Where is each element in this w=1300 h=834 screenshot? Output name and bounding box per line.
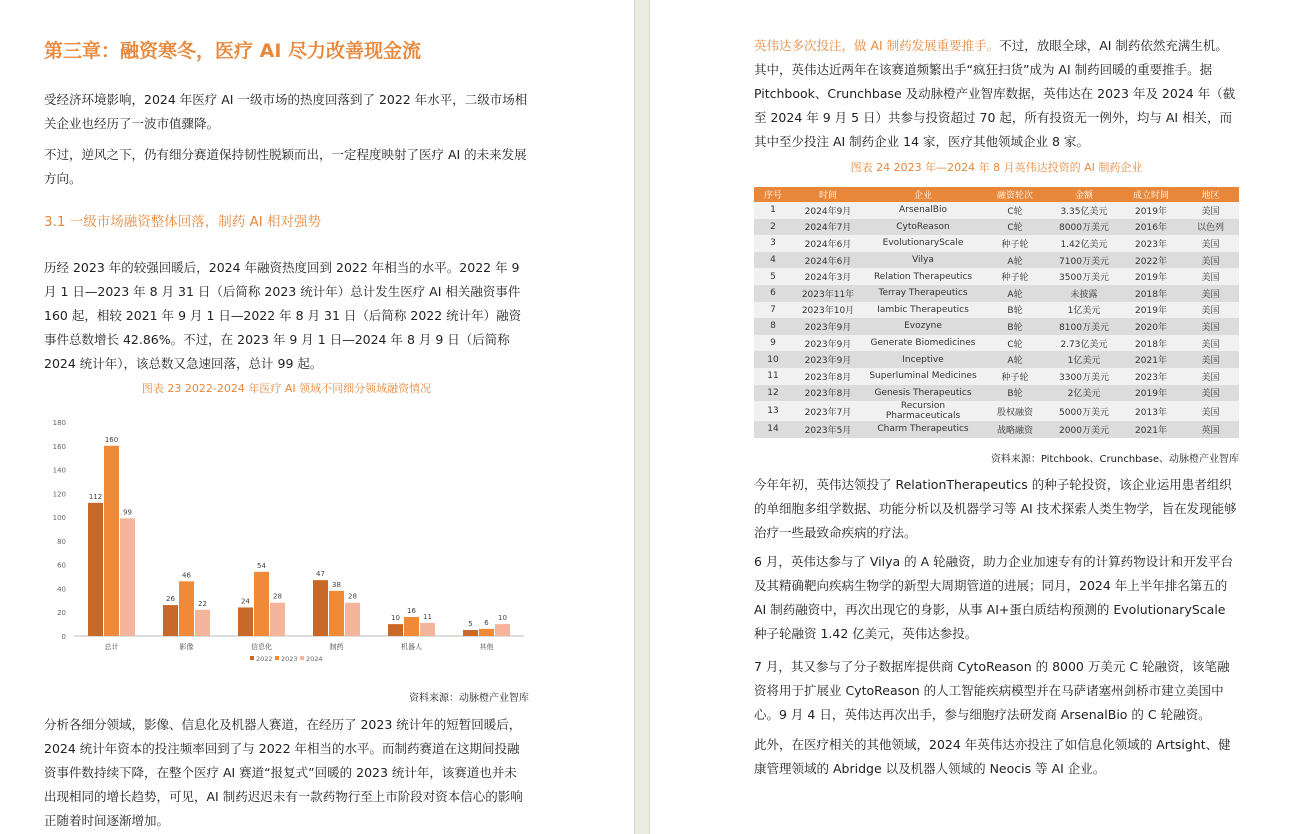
table-row bbox=[754, 351, 1239, 368]
table-body bbox=[754, 202, 1239, 438]
table-cell: 2023年9月 bbox=[792, 318, 864, 335]
table-cell: 美国 bbox=[1182, 235, 1239, 252]
section-title: 3.1 一级市场融资整体回落，制药 AI 相对强势 bbox=[44, 214, 322, 230]
paragraph-1: 受经济环境影响，2024 年医疗 AI 一级市场的热度回落到了 2022 年水平，二级市场相关企业也经历了一波市值骤降。 bbox=[44, 92, 528, 131]
table-cell: 2023年 bbox=[1120, 235, 1182, 252]
table-cell: 2023年8月 bbox=[792, 368, 864, 385]
table-cell: 5000万美元 bbox=[1048, 401, 1120, 421]
bar-2024 bbox=[345, 603, 360, 636]
table-cell: 7100万美元 bbox=[1048, 252, 1120, 269]
table-cell: 2016年 bbox=[1120, 219, 1182, 236]
table-cell: 3300万美元 bbox=[1048, 368, 1120, 385]
bar-2022 bbox=[238, 607, 253, 636]
table-cell: 4 bbox=[754, 252, 792, 269]
table-row bbox=[754, 385, 1239, 402]
table-cell: Vilya bbox=[864, 252, 982, 269]
table-cell: 2021年 bbox=[1120, 421, 1182, 438]
data-label: 54 bbox=[257, 561, 266, 570]
table-cell: 美国 bbox=[1182, 302, 1239, 319]
table-cell: 3 bbox=[754, 235, 792, 252]
y-tick-label: 20 bbox=[57, 609, 66, 618]
table-cell: 2013年 bbox=[1120, 401, 1182, 421]
table-cell: 2024年7月 bbox=[792, 219, 864, 236]
table-cell: 2023年7月 bbox=[792, 401, 864, 421]
table-row bbox=[754, 421, 1239, 438]
table-cell: A轮 bbox=[982, 351, 1048, 368]
legend-label: 2022 bbox=[256, 655, 273, 663]
table-cell: 2023年 bbox=[1120, 368, 1182, 385]
bar-2022 bbox=[313, 580, 328, 636]
table-cell: C轮 bbox=[982, 335, 1048, 352]
table-header-cell: 企业 bbox=[864, 187, 982, 202]
paragraph-4: 分析各细分领域，影像、信息化及机器人赛道，在经历了 2023 统计年的短暂回暖后，2024 统计年资本的投注频率回到了与 2022 年相当的水平。而制药赛道在这期间投融资事件数持续下降，在整个医疗 AI 赛道“报复式”回暖的 2023 统计年，该赛道也并未出现相同的增长趋势，可见，AI 制药迟迟未有一款药物行至上市阶段对资本信心的影响正随着时间逐渐增加。 bbox=[44, 717, 523, 828]
table-row bbox=[754, 401, 1239, 421]
table-cell: 10 bbox=[754, 351, 792, 368]
bar-2023 bbox=[179, 581, 194, 636]
table-cell: 8 bbox=[754, 318, 792, 335]
table-cell: 2018年 bbox=[1120, 285, 1182, 302]
data-label: 22 bbox=[198, 599, 207, 608]
table-header-cell: 金额 bbox=[1048, 187, 1120, 202]
table-cell: C轮 bbox=[982, 219, 1048, 236]
table-cell: 战略融资 bbox=[982, 421, 1048, 438]
table-cell: Relation Therapeutics bbox=[864, 268, 982, 285]
bar-chart bbox=[44, 410, 534, 670]
table-cell: B轮 bbox=[982, 302, 1048, 319]
table-cell: 美国 bbox=[1182, 385, 1239, 402]
bar-2022 bbox=[388, 624, 403, 636]
data-label: 26 bbox=[166, 595, 175, 604]
data-label: 47 bbox=[316, 570, 325, 579]
legend-swatch-2024 bbox=[300, 656, 304, 660]
table-cell: 13 bbox=[754, 401, 792, 421]
y-tick-label: 120 bbox=[52, 490, 66, 499]
table-cell: 种子轮 bbox=[982, 235, 1048, 252]
table-row bbox=[754, 202, 1239, 219]
table-cell: 2024年6月 bbox=[792, 235, 864, 252]
y-tick-label: 80 bbox=[57, 537, 66, 546]
table-cell: 1亿美元 bbox=[1048, 351, 1120, 368]
table-cell: A轮 bbox=[982, 252, 1048, 269]
bar-2022 bbox=[163, 605, 178, 636]
bar-2023 bbox=[254, 572, 269, 636]
table-cell: Evozyne bbox=[864, 318, 982, 335]
table-cell: B轮 bbox=[982, 318, 1048, 335]
table-cell: 2023年5月 bbox=[792, 421, 864, 438]
table-cell: Charm Therapeutics bbox=[864, 421, 982, 438]
table-cell: 2023年8月 bbox=[792, 385, 864, 402]
table-cell: 7 bbox=[754, 302, 792, 319]
data-label: 10 bbox=[391, 614, 400, 623]
bar-2024 bbox=[120, 518, 135, 636]
table-header-cell: 时间 bbox=[792, 187, 864, 202]
table-cell: 2023年9月 bbox=[792, 351, 864, 368]
table-cell: 2023年11年 bbox=[792, 285, 864, 302]
investment-table bbox=[754, 187, 1239, 438]
table-cell: ArsenalBio bbox=[864, 202, 982, 219]
data-label: 28 bbox=[273, 592, 282, 601]
data-label: 38 bbox=[332, 580, 341, 589]
table-cell: A轮 bbox=[982, 285, 1048, 302]
paragraph-3: 历经 2023 年的较强回暖后，2024 年融资热度回到 2022 年相当的水平。2022 年 9 月 1 日—2023 年 8 月 31 日（后简称 2023 统计年）总计发生医疗 AI 相关融资事件 160 起，相较 2021 年 9 月 1 日—2022 年 8 月 31 日（后简称 2022 统计年）融资事件总数增长 42.86%。不过，在 2023 年 9 月 1 日—2024 年 8 月 9 日（后简称 2024 统计年），该总数又急速回落，总计 99 起。 bbox=[44, 260, 522, 371]
table-cell: 9 bbox=[754, 335, 792, 352]
table-cell: 2亿美元 bbox=[1048, 385, 1120, 402]
table-cell: 2024年6月 bbox=[792, 252, 864, 269]
right-paragraph-5: 此外，在医疗相关的其他领域，2024 年英伟达亦投注了如信息化领域的 Artsight、健康管理领域的 Abridge 以及机器人领域的 Neocis 等 AI 企业。 bbox=[754, 737, 1231, 776]
table-cell: 2019年 bbox=[1120, 202, 1182, 219]
table-cell: 2000万美元 bbox=[1048, 421, 1120, 438]
data-label: 46 bbox=[182, 571, 191, 580]
y-tick-label: 60 bbox=[57, 561, 66, 570]
table-row bbox=[754, 335, 1239, 352]
chapter-title: 第三章：融资寒冬，医疗 AI 尽力改善现金流 bbox=[44, 40, 422, 62]
data-label: 11 bbox=[423, 612, 432, 621]
table-header-cell: 序号 bbox=[754, 187, 792, 202]
table-cell: Inceptive bbox=[864, 351, 982, 368]
table-cell: 2 bbox=[754, 219, 792, 236]
table-cell: 2019年 bbox=[1120, 302, 1182, 319]
table-cell: 2024年3月 bbox=[792, 268, 864, 285]
table-cell: 2019年 bbox=[1120, 385, 1182, 402]
legend-swatch-2022 bbox=[250, 656, 254, 660]
table-cell: 美国 bbox=[1182, 285, 1239, 302]
paragraph-2: 不过，逆风之下，仍有细分赛道保持韧性脱颖而出，一定程度映射了医疗 AI 的未来发展方向。 bbox=[44, 147, 527, 186]
table-cell: 美国 bbox=[1182, 318, 1239, 335]
table-row bbox=[754, 219, 1239, 236]
table-cell: CytoReason bbox=[864, 219, 982, 236]
table-cell: 8100万美元 bbox=[1048, 318, 1120, 335]
table-cell: 美国 bbox=[1182, 335, 1239, 352]
category-label: 机器人 bbox=[401, 643, 422, 651]
table-cell: 1.42亿美元 bbox=[1048, 235, 1120, 252]
legend-swatch-2023 bbox=[275, 656, 279, 660]
data-label: 6 bbox=[484, 618, 489, 627]
table-cell: 种子轮 bbox=[982, 268, 1048, 285]
legend-label: 2024 bbox=[306, 655, 323, 663]
table-cell: 2024年9月 bbox=[792, 202, 864, 219]
table-row bbox=[754, 368, 1239, 385]
right-paragraph-1 bbox=[754, 34, 1239, 154]
table-cell: 以色列 bbox=[1182, 219, 1239, 236]
figure-source: 资料来源：动脉橙产业智库 bbox=[409, 693, 529, 704]
table-row bbox=[754, 268, 1239, 285]
table-cell: 美国 bbox=[1182, 268, 1239, 285]
y-tick-label: 140 bbox=[52, 466, 66, 475]
table-header-cell: 成立时间 bbox=[1120, 187, 1182, 202]
category-label: 总计 bbox=[104, 643, 119, 651]
table-header-cell: 地区 bbox=[1182, 187, 1239, 202]
data-label: 160 bbox=[104, 435, 119, 444]
figure-caption: 图表 23 2022-2024 年医疗 AI 领域不同细分领域融资情况 bbox=[141, 382, 432, 395]
table-cell: 美国 bbox=[1182, 252, 1239, 269]
table-cell: 未披露 bbox=[1048, 285, 1120, 302]
right-paragraph-3: 6 月，英伟达参与了 Vilya 的 A 轮融资，助力企业加速专有的计算药物设计和开发平台及其精确靶向疾病生物学的新型大周期管道的进展；同月，2024 年上半年排名第五的 AI 制药融资中，再次出现它的身影，从事 AI+蛋白质结构预测的 EvolutionaryScale 种子轮融资 1.42 亿美元，英伟达参投。 bbox=[754, 554, 1234, 641]
table-cell: EvolutionaryScale bbox=[864, 235, 982, 252]
table-cell: 5 bbox=[754, 268, 792, 285]
bar-2023 bbox=[329, 591, 344, 636]
data-label: 28 bbox=[348, 592, 357, 601]
y-tick-label: 160 bbox=[52, 442, 66, 451]
table-cell: 11 bbox=[754, 368, 792, 385]
table-cell: 6 bbox=[754, 285, 792, 302]
table-cell: 8000万美元 bbox=[1048, 219, 1120, 236]
y-tick-label: 180 bbox=[52, 419, 66, 427]
table-cell: 2023年10月 bbox=[792, 302, 864, 319]
table-cell: 2018年 bbox=[1120, 335, 1182, 352]
legend-label: 2023 bbox=[281, 655, 298, 663]
table-header-row bbox=[754, 187, 1239, 202]
table-cell: 1亿美元 bbox=[1048, 302, 1120, 319]
category-label: 影像 bbox=[179, 643, 194, 651]
data-label: 5 bbox=[468, 620, 473, 629]
bar-2023 bbox=[404, 617, 419, 636]
table-row bbox=[754, 318, 1239, 335]
right-paragraph-1-text: 不过，放眼全球，AI 制药依然充满生机。其中，英伟达近两年在该赛道频繁出手“疯狂扫货”成为 AI 制药回暖的重要推手。据 Pitchbook、Crunchbase 及动脉橙产业智库数据，英伟达在 2023 年及 2024 年（截至 2024 年 9 月 5 日）共参与投资超过 70 起，所有投资无一例外，均与 AI 相关，而其中至少投注 AI 制药企业 14 家，医疗其他领域企业 8 家。 bbox=[754, 38, 1236, 149]
table-cell: 英国 bbox=[1182, 421, 1239, 438]
bar-2022 bbox=[88, 503, 103, 636]
category-label: 其他 bbox=[479, 643, 494, 651]
table-cell: 美国 bbox=[1182, 368, 1239, 385]
left-page bbox=[0, 0, 634, 834]
table-cell: 3.35亿美元 bbox=[1048, 202, 1120, 219]
table-cell: 美国 bbox=[1182, 401, 1239, 421]
y-tick-label: 40 bbox=[57, 585, 66, 594]
bar-2022 bbox=[463, 630, 478, 636]
y-tick-label: 100 bbox=[52, 514, 66, 523]
table-cell: Terray Therapeutics bbox=[864, 285, 982, 302]
table-cell: 3500万美元 bbox=[1048, 268, 1120, 285]
table-cell: B轮 bbox=[982, 385, 1048, 402]
table-row bbox=[754, 252, 1239, 269]
table-cell: 2.73亿美元 bbox=[1048, 335, 1120, 352]
table-row bbox=[754, 235, 1239, 252]
table-cell: Recursion Pharmaceuticals bbox=[864, 401, 982, 421]
table-cell: 2022年 bbox=[1120, 252, 1182, 269]
data-label: 10 bbox=[498, 614, 507, 623]
right-paragraph-2: 今年年初，英伟达领投了 RelationTherapeutics 的种子轮投资，该企业运用患者组织的单细胞多组学数据、功能分析以及机器学习等 AI 技术探索人类生物学，旨在发现能够治疗一些最致命疾病的疗法。 bbox=[754, 477, 1237, 540]
bar-2023 bbox=[479, 629, 494, 636]
table-cell: 14 bbox=[754, 421, 792, 438]
bar-2024 bbox=[495, 624, 510, 636]
data-label: 16 bbox=[407, 606, 416, 615]
table-source: 资料来源：Pitchbook、Crunchbase、动脉橙产业智库 bbox=[990, 454, 1239, 465]
data-label: 99 bbox=[123, 508, 132, 517]
table-cell: Superluminal Medicines bbox=[864, 368, 982, 385]
table-cell: 股权融资 bbox=[982, 401, 1048, 421]
bar-2023 bbox=[104, 446, 119, 636]
table-cell: 种子轮 bbox=[982, 368, 1048, 385]
bar-2024 bbox=[420, 623, 435, 636]
table-cell: 美国 bbox=[1182, 202, 1239, 219]
highlight-lead: 英伟达多次投注，做 AI 制药发展重要推手。 bbox=[754, 38, 1000, 53]
table-cell: 2023年9月 bbox=[792, 335, 864, 352]
data-label: 24 bbox=[241, 597, 250, 606]
table-cell: Genesis Therapeutics bbox=[864, 385, 982, 402]
table-cell: 1 bbox=[754, 202, 792, 219]
table-header-cell: 融资轮次 bbox=[982, 187, 1048, 202]
category-label: 制药 bbox=[329, 643, 344, 651]
table-cell: 12 bbox=[754, 385, 792, 402]
table-cell: Generate Biomedicines bbox=[864, 335, 982, 352]
category-label: 信息化 bbox=[251, 643, 272, 651]
data-label: 112 bbox=[88, 492, 103, 501]
bar-2024 bbox=[195, 610, 210, 636]
table-cell: 2020年 bbox=[1120, 318, 1182, 335]
table-cell: C轮 bbox=[982, 202, 1048, 219]
table-cell: 2019年 bbox=[1120, 268, 1182, 285]
table-cell: Iambic Therapeutics bbox=[864, 302, 982, 319]
right-paragraph-4: 7 月，其又参与了分子数据库提供商 CytoReason 的 8000 万美元 C 轮融资，该笔融资将用于扩展业 CytoReason 的人工智能疾病模型并在马萨诸塞州剑桥市建立美国中心。9 月 4 日，英伟达再次出手，参与细胞疗法研发商 ArsenalBio 的 C 轮融资。 bbox=[754, 659, 1230, 722]
table-row bbox=[754, 285, 1239, 302]
table-cell: 2021年 bbox=[1120, 351, 1182, 368]
table-cell: 美国 bbox=[1182, 351, 1239, 368]
y-tick-label: 0 bbox=[61, 633, 66, 641]
table-row bbox=[754, 302, 1239, 319]
table-caption: 图表 24 2023 年—2024 年 8 月英伟达投资的 AI 制药企业 bbox=[850, 161, 1143, 174]
bar-2024 bbox=[270, 603, 285, 636]
page-gutter bbox=[634, 0, 650, 834]
